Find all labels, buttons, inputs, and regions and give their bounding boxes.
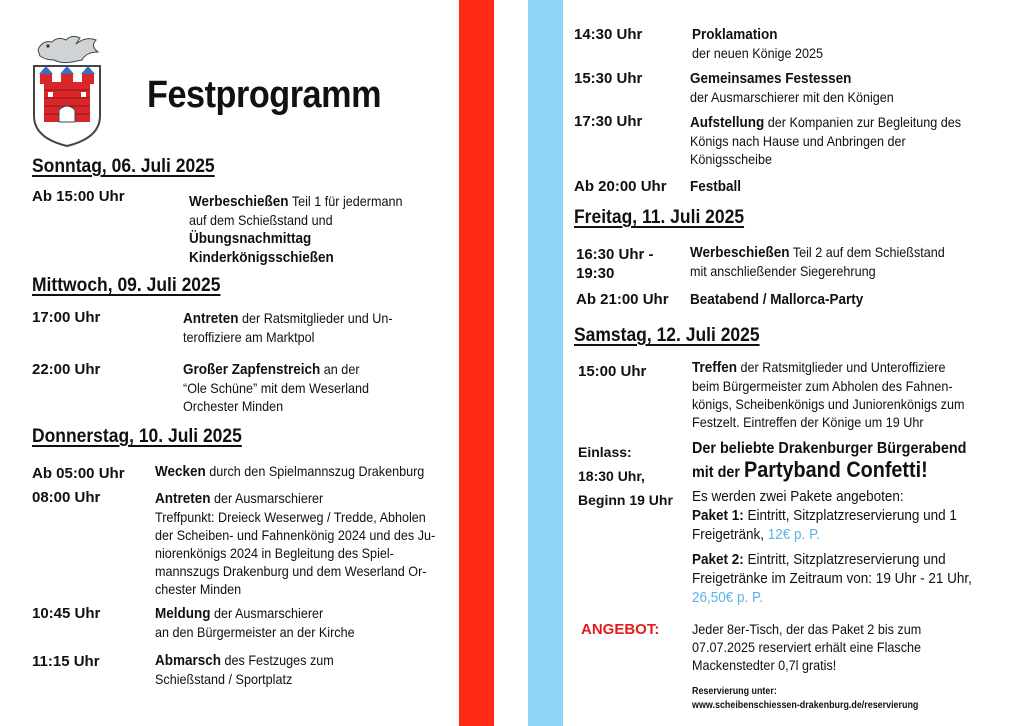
event-text: Schießstand / Sportplatz: [155, 671, 293, 687]
event-time: Ab 21:00 Uhr: [576, 291, 669, 308]
event-time: 08:00 Uhr: [32, 489, 101, 506]
blue-stripe: [528, 0, 563, 726]
event-text: Orchester Minden: [183, 398, 284, 414]
event-title: mit der: [692, 464, 745, 481]
event-description: [690, 113, 961, 168]
event-text: Teil 1 für jedermann: [288, 193, 403, 209]
event-title: Beatabend / Mallorca-Party: [690, 291, 864, 308]
event-title: Wecken: [155, 463, 206, 480]
day-heading-thursday: Donnerstag, 10. Juli 2025: [32, 426, 242, 447]
event-text: “Ole Schüne” mit dem Weserland: [183, 380, 370, 396]
event-time: 22:00 Uhr: [32, 361, 101, 378]
event-title: Antreten: [183, 310, 239, 327]
event-title: Antreten: [155, 490, 211, 507]
event-text: Königs nach Hause und Anbringen der: [690, 133, 906, 149]
event-time: Ab 15:00 Uhr: [32, 188, 125, 205]
event-description: [690, 69, 894, 106]
page-title: Festprogramm: [147, 74, 382, 116]
event-description: [690, 243, 945, 280]
event-time: [578, 440, 673, 512]
event-description: [183, 360, 369, 415]
event-text: teroffiziere am Marktpol: [183, 329, 315, 345]
reservation-info: [692, 684, 918, 712]
event-title: Kinderkönigsschießen: [189, 249, 334, 266]
package-1-text: Eintritt, Sitzplatzreservierung und 1: [743, 507, 957, 524]
offer-line: Mackenstedter 0,7l gratis!: [692, 657, 837, 673]
event-text: königs, Scheibenkönigs und Juniorenkönigs zum: [692, 396, 965, 412]
day-heading-sunday: Sonntag, 06. Juli 2025: [32, 156, 215, 177]
event-title: Werbeschießen: [189, 193, 289, 210]
event-description: [692, 358, 964, 431]
event-text: beim Bürgermeister zum Abholen des Fahnen-: [692, 378, 953, 394]
event-text: der Ausmarschierer mit den Königen: [690, 89, 894, 105]
event-text: der Ausmarschierer: [210, 605, 324, 621]
package-1-label: Paket 1:: [692, 507, 744, 524]
offer-label: ANGEBOT:: [581, 621, 660, 638]
offer-line: Jeder 8er-Tisch, der das Paket 2 bis zum: [692, 621, 922, 637]
package-2-label: Paket 2:: [692, 551, 744, 568]
event-time-start: 16:30 Uhr -: [576, 246, 654, 263]
event-title: Gemeinsames Festessen: [690, 70, 852, 87]
event-text: der Ratsmitglieder und Un-: [238, 310, 393, 326]
reservation-link[interactable]: www.scheibenschiessen-drakenburg.de/reservierung: [692, 699, 919, 711]
event-title: Werbeschießen: [690, 244, 790, 261]
event-text: mannszugs Drakenburg und dem Weserland Or-: [155, 563, 427, 579]
event-title: Treffen: [692, 359, 738, 376]
coat-of-arms-logo: [28, 30, 106, 148]
event-title: Übungsnachmittag: [189, 230, 312, 247]
event-text: mit anschließender Siegerehrung: [690, 263, 876, 279]
event-text: an den Bürgermeister an der Kirche: [155, 624, 355, 640]
day-heading-saturday: Samstag, 12. Juli 2025: [574, 325, 760, 346]
day-heading-wednesday: Mittwoch, 09. Juli 2025: [32, 275, 221, 296]
offer-text: [692, 620, 921, 674]
event-text: der Kompanien zur Begleitung des: [764, 114, 962, 130]
event-text: des Festzuges zum: [221, 652, 334, 668]
event-description: [155, 651, 334, 688]
event-time: Ab 20:00 Uhr: [574, 178, 667, 195]
event-time: 14:30 Uhr: [574, 26, 643, 43]
day-heading-friday: Freitag, 11. Juli 2025: [574, 207, 745, 228]
event-text: Teil 2 auf dem Schießstand: [789, 244, 945, 260]
event-time: 10:45 Uhr: [32, 605, 101, 622]
event-text: Königsscheibe: [690, 151, 772, 167]
event-text: der Ratsmitglieder und Unteroffiziere: [737, 359, 946, 375]
package-2-text: Eintritt, Sitzplatzreservierung und: [743, 551, 946, 568]
reservation-label: Reservierung unter:: [692, 685, 777, 697]
event-title: Der beliebte Drakenburger Bürgerabend: [692, 440, 967, 457]
event-time: 15:00 Uhr: [578, 363, 647, 380]
red-stripe: [459, 0, 494, 726]
package-1-price: 12€ p. P.: [767, 526, 821, 543]
event-title: Meldung: [155, 605, 211, 622]
event-description: [692, 25, 823, 62]
event-time: Ab 05:00 Uhr: [32, 465, 125, 482]
package-1-text: Freigetränk,: [692, 526, 768, 543]
event-description: [155, 604, 355, 641]
event-title: Großer Zapfenstreich: [183, 361, 321, 378]
event-text: auf dem Schießstand und: [189, 212, 333, 228]
event-text: der Scheiben- und Fahnenkönig 2024 und des Ju-: [155, 527, 436, 543]
event-description: [155, 489, 435, 598]
event-text: der neuen Könige 2025: [692, 45, 824, 61]
event-title: Abmarsch: [155, 652, 222, 669]
band-name: Partyband Confetti!: [744, 457, 928, 482]
package-2-price: 26,50€ p. P.: [692, 589, 764, 606]
packages-intro: Es werden zwei Pakete angeboten:: [692, 488, 904, 505]
event-text: an der: [320, 361, 360, 377]
event-title: Proklamation: [692, 26, 778, 43]
event-time: 17:30 Uhr: [574, 113, 643, 130]
event-text: durch den Spielmannszug Drakenburg: [205, 463, 425, 479]
event-title: Aufstellung: [690, 114, 765, 131]
event-time: 11:15 Uhr: [32, 653, 100, 670]
package-2-text: Freigetränke im Zeitraum von: 19 Uhr - 21 Uhr,: [692, 570, 972, 587]
event-time: [576, 245, 654, 283]
event-description: [155, 462, 424, 481]
event-text: Festzelt. Eintreffen der Könige um 19 Uhr: [692, 414, 924, 430]
event-time: 17:00 Uhr: [32, 309, 101, 326]
event-description: [690, 290, 863, 309]
event-description: [189, 192, 402, 267]
event-text: der Ausmarschierer: [210, 490, 324, 506]
event-description-buergerabend: [692, 439, 972, 607]
event-title: Festball: [690, 178, 742, 195]
entry-time: 18:30 Uhr,: [578, 468, 645, 484]
event-description: [183, 309, 393, 346]
event-text: niorenkönigs 2024 in Begleitung des Spiel-: [155, 545, 394, 561]
entry-time-label: Einlass:: [578, 444, 632, 460]
event-text: chester Minden: [155, 581, 242, 597]
event-time: 15:30 Uhr: [574, 70, 643, 87]
event-time-end: 19:30: [576, 265, 615, 282]
event-text: Treffpunkt: Dreieck Weserweg / Tredde, Abholen: [155, 509, 426, 525]
event-description: [690, 177, 741, 196]
offer-line: 07.07.2025 reserviert erhält eine Flasche: [692, 639, 922, 655]
start-time: Beginn 19 Uhr: [578, 492, 673, 508]
